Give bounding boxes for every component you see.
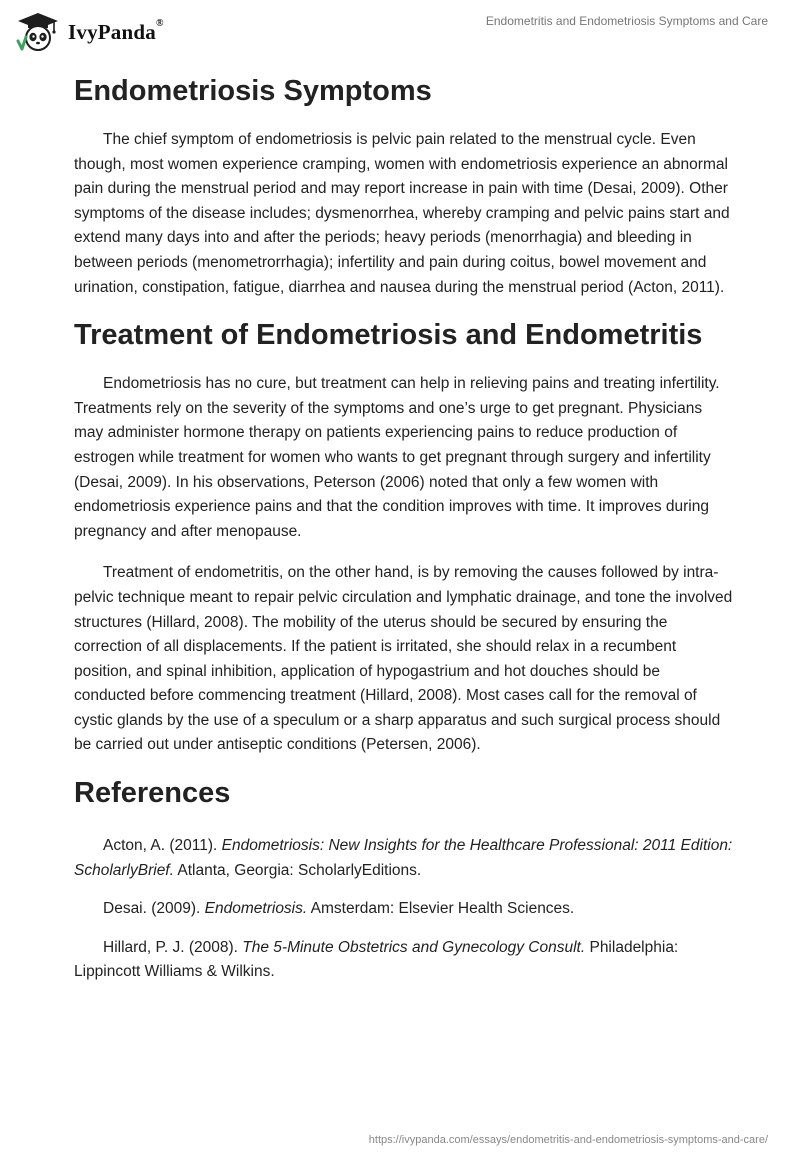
page-header <box>0 0 800 60</box>
logo-wordmark: IvyPanda® <box>68 17 164 44</box>
essay-content <box>74 72 734 985</box>
heading-treatment: Treatment of Endometriosis and Endometritis <box>74 319 703 352</box>
paragraph-treatment-1: Endometriosis has no cure, but treatment can help in relieving pains and treating infertility. Treatments rely on the severity of the symptoms and one’s urge to get pregnant. Physicians may administer hormone therapy on patients experiencing pains to reduce production of estrogen while treatment for women who wants to get pregnant through surgery and infertility (Desai, 2009). In his observations, Peterson (2006) noted that only a few women with endometriosis experience pains and that the condition improves with time. It improves during pregnancy and after menopause. <box>74 375 720 540</box>
paragraph-symptoms: The chief symptom of endometriosis is pelvic pain related to the menstrual cycle. Even though, most women experience cramping, women with endometriosis experience an abnormal pain during the menstrual period and may report increase in pain with time (Desai, 2009). Other symptoms of the disease includes; dysmenorrhea, whereby cramping and pelvic pains start and extend many days into and after the periods; heavy periods (menorrhagia) and bleeding in between periods (menometrorrhagia); infertility and pain during coitus, bowel movement and urination, constipation, fatigue, diarrhea and nausea during the menstrual period (Acton, 2011). <box>74 131 730 296</box>
ivypanda-logo[interactable] <box>14 9 164 55</box>
document-title: Endometritis and Endometriosis Symptoms and Care <box>485 14 768 28</box>
reference-item: Desai. (2009). Endometriosis. Amsterdam: Elsevier Health Sciences. <box>103 900 575 918</box>
paragraph-treatment-2: Treatment of endometritis, on the other hand, is by removing the causes followed by intra-pelvic technique meant to repair pelvic circulation and lymphatic drainage, and tone the involved structures (Hillard, 2008). The mobility of the uterus should be secured by ensuring the correction of all displacements. If the patient is irritated, she should relax in a recumbent position, and spinal inhibition, application of hypogastrium and hot douches should be conducted before commencing treatment (Hillard, 2008). Most cases call for the removal of cystic glands by the use of a speculum or a sharp apparatus and such surgical process should be carried out under antiseptic conditions (Petersen, 2006). <box>74 564 733 754</box>
reference-item: Acton, A. (2011). Endometriosis: New Insights for the Healthcare Professional: 2011 Edition: ScholarlyBrief. Atlanta, Georgia: ScholarlyEditions. <box>74 837 733 879</box>
registered-mark: ® <box>155 17 164 29</box>
panda-graduate-icon <box>14 11 62 53</box>
heading-symptoms: Endometriosis Symptoms <box>74 75 432 107</box>
source-url-link[interactable]: https://ivypanda.com/essays/endometritis-and-endometriosis-symptoms-and-care/ <box>368 1134 768 1146</box>
heading-references: References <box>74 777 231 810</box>
reference-item: Hillard, P. J. (2008). The 5-Minute Obstetrics and Gynecology Consult. Philadelphia: Lippincott Williams & Wilkins. <box>74 938 679 981</box>
